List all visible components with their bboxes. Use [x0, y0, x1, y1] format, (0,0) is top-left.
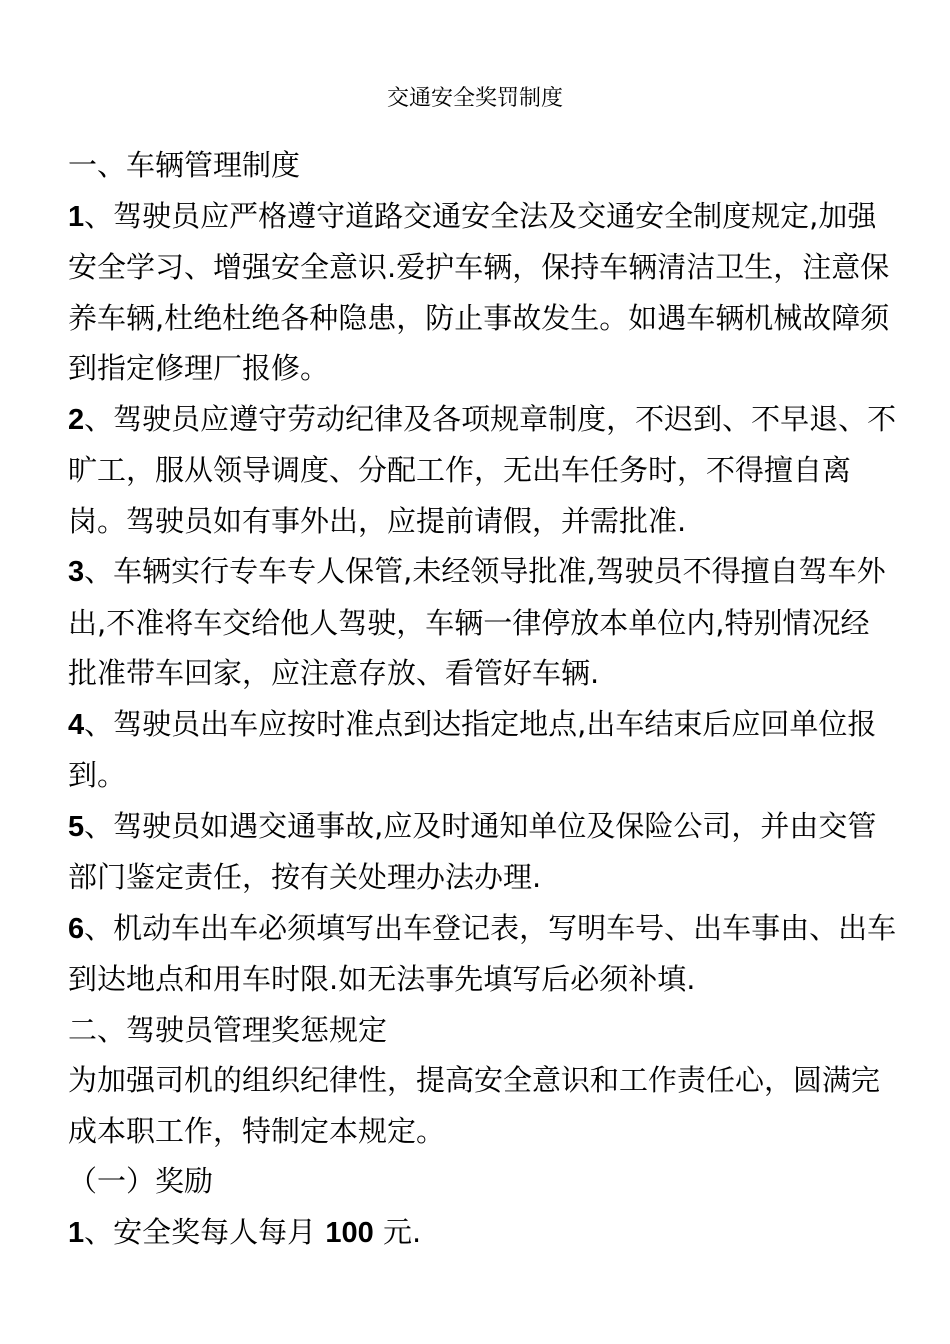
item-text: 、驾驶员应遵守劳动纪律及各项规章制度，不迟到、不早退、不旷工，服从领导调度、分配工作，无出车任务时，不得擅自离岗。驾驶员如有事外出，应提前请假，并需批准. — [68, 401, 897, 538]
item-text: 、机动车出车必须填写出车登记表，写明车号、出车事由、出车到达地点和用车时限.如无法事先填写后必须补填. — [68, 910, 897, 996]
document-title: 交通安全奖罚制度 — [386, 86, 563, 111]
item-text: 、驾驶员如遇交通事故,应及时通知单位及保险公司，并由交管部门鉴定责任，按有关处理办法办理. — [68, 808, 877, 894]
list-item — [68, 1207, 898, 1259]
list-item — [68, 801, 898, 903]
item-number: 2 — [68, 403, 85, 436]
item-number: 1 — [68, 1216, 85, 1249]
item-number: 6 — [68, 912, 85, 945]
document-body — [68, 140, 898, 1258]
section-heading-vehicle-management: 一、车辆管理制度 — [68, 148, 301, 182]
item-text: 、驾驶员出车应按时准点到达指定地点,出车结束后应回单位报到。 — [68, 706, 877, 792]
item-text: 、驾驶员应严格遵守道路交通安全法及交通安全制度规定,加强安全学习、增强安全意识.爱护车辆，保持车辆清洁卫生，注意保养车辆,杜绝杜绝各种隐患，防止事故发生。如遇车辆机械故障须到指定修理厂报修。 — [68, 198, 890, 385]
section-heading-driver-rewards: 二、驾驶员管理奖惩规定 — [68, 1012, 388, 1047]
item-number: 3 — [68, 556, 85, 588]
item-number: 5 — [68, 810, 85, 843]
item-text: 、车辆实行专车专人保管,未经领导批准,驾驶员不得擅自驾车外出,不准将车交给他人驾驶，车辆一律停放本单位内,特别情况经批准带车回家，应注意存放、看管好车辆. — [68, 554, 886, 690]
amount-value: 100 — [325, 1216, 374, 1249]
item-text: 、安全奖每人每月 — [84, 1214, 326, 1249]
list-item — [68, 546, 898, 699]
section-intro: 为加强司机的组织纪律性，提高安全意识和工作责任心，圆满完成本职工作，特制定本规定。 — [68, 1063, 881, 1148]
list-item — [68, 903, 898, 1005]
list-item — [68, 191, 898, 394]
sub-heading-rewards: （一）奖励 — [68, 1164, 214, 1198]
list-item — [68, 394, 898, 547]
item-suffix: 元. — [373, 1214, 422, 1249]
item-number: 1 — [68, 200, 85, 233]
item-number: 4 — [68, 708, 85, 741]
list-item — [68, 699, 898, 801]
